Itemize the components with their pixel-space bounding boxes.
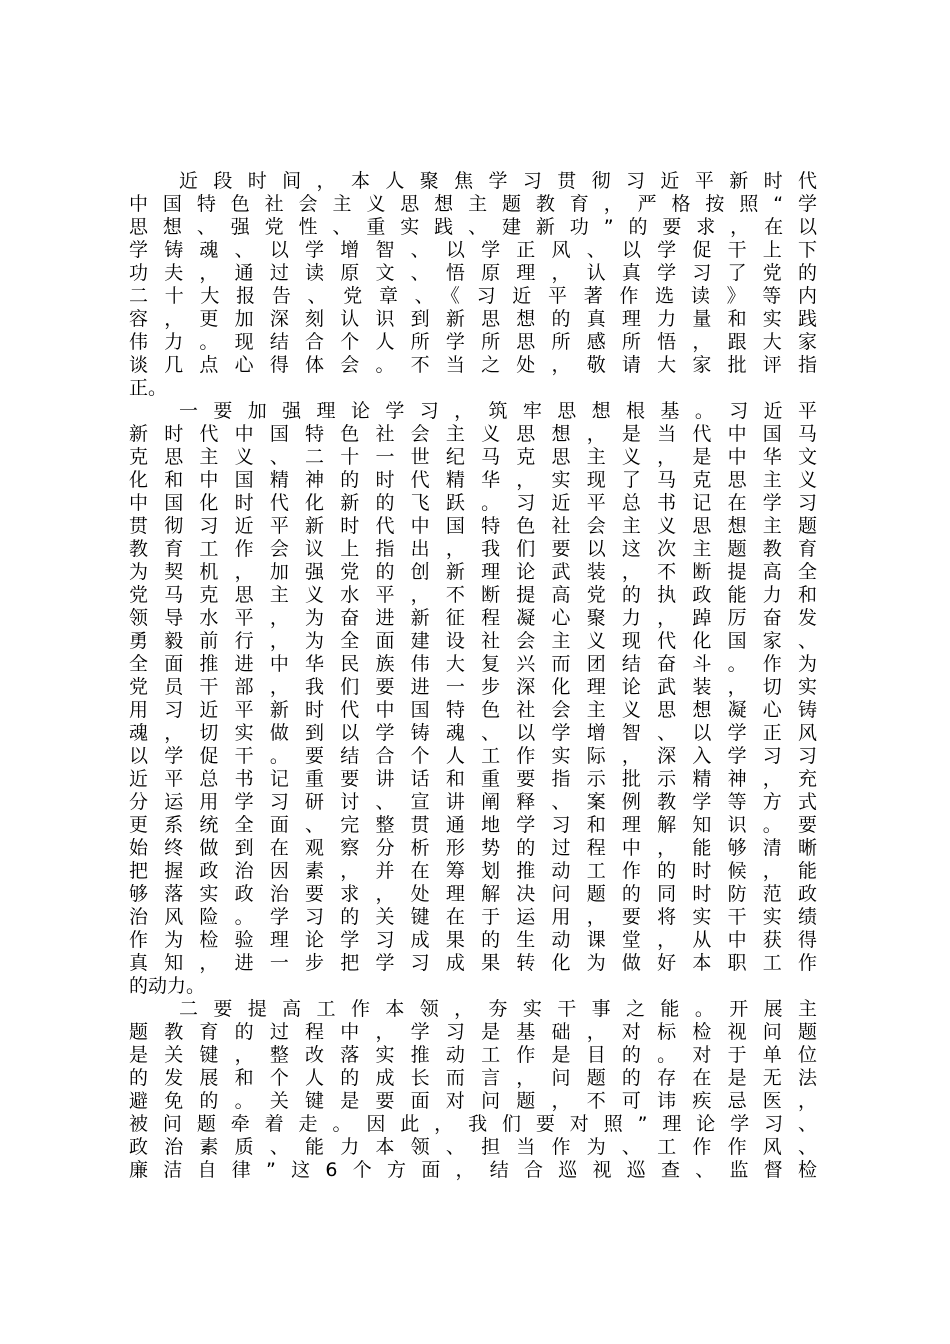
text-line: 政治素质、能力本领、担当作为、工作作风、 <box>129 1136 817 1158</box>
text-line: 二要提高工作本领，夯实干事之能。开展主 <box>179 998 817 1020</box>
text-line: 魂，切实做到以学铸魂、以学增智、以学正风 <box>129 722 817 744</box>
text-line: 一要加强理论学习，筑牢思想根基。习近平 <box>179 400 817 422</box>
text-line: 思想、强党性、重实践、建新功”的要求，在以 <box>129 216 817 238</box>
text-line: 贯彻习近平新时代中国特色社会主义思想主题 <box>129 515 817 537</box>
text-line: 正。 <box>129 377 168 399</box>
text-line: 作为检验理论学习成果的生动课堂，从中获得 <box>129 929 817 951</box>
text-line: 谈几点心得体会。不当之处，敬请大家批评指 <box>129 354 817 376</box>
paragraph-intro <box>129 170 817 400</box>
text-line: 领导水平，为奋进新征程凝心聚力，踔厉奋发 <box>129 607 817 629</box>
document-body <box>129 170 817 1182</box>
text-line: 功夫，通过读原文、悟原理，认真学习了党的 <box>129 262 817 284</box>
text-line: 用习近平新时代中国特色社会主义思想凝心铸 <box>129 699 817 721</box>
text-line: 近段时间，本人聚焦学习贯彻习近平新时代 <box>179 170 817 192</box>
text-line: 全面推进中华民族伟大复兴而团结奋斗。作为 <box>129 653 817 675</box>
text-line: 勇毅前行，为全面建设社会主义现代化国家、 <box>129 630 817 652</box>
text-line: 伟力。现结合个人所学所思所感所悟，跟大家 <box>129 331 817 353</box>
text-line: 为契机，加强党的创新理论武装，不断提高全 <box>129 561 817 583</box>
text-line: 分运用学习研讨、宣讲阐释、案例教学等方式 <box>129 791 817 813</box>
text-line: 是关键，整改落实推动工作是目的。对于单位 <box>129 1044 817 1066</box>
text-line: 把握政治因素，并在筹划推动工作的时候，能 <box>129 860 817 882</box>
text-line: 题教育的过程中，学习是基础，对标检视问题 <box>129 1021 817 1043</box>
text-line: 廉洁自律”这6个方面，结合巡视巡查、监督检 <box>129 1159 817 1181</box>
text-line: 始终做到在观察分析形势的过程中，能够清晰 <box>129 837 817 859</box>
text-line: 够落实政治要求，处理解决问题的同时防范政 <box>129 883 817 905</box>
paragraph-point-two <box>129 998 817 1182</box>
text-line: 二十大报告、党章、《习近平著作选读》等内 <box>129 285 817 307</box>
text-line: 近平总书记重要讲话和重要指示批示精神，充 <box>129 768 817 790</box>
text-line: 学铸魂、以学增智、以学正风、以学促干上下 <box>129 239 817 261</box>
text-line: 教育工作会议上指出，我们要以这次主题教育 <box>129 538 817 560</box>
text-line: 容，更加深刻认识到新思想的真理力量和实践 <box>129 308 817 330</box>
text-line: 以学促干。要结合个人工作实际，深入学习习 <box>129 745 817 767</box>
text-line: 中国化时代化新的飞跃。习近平总书记在学习 <box>129 492 817 514</box>
text-line: 避免的。关键是要面对问题，不可讳疾忌医， <box>129 1090 817 1112</box>
text-line: 被问题牵着走。因此，我们要对照”理论学习、 <box>129 1113 817 1135</box>
text-line: 真知，进一步把学习成果转化为做好本职工作 <box>129 952 817 974</box>
text-line: 化和中国精神的时代精华，实现了马克思主义 <box>129 469 817 491</box>
text-line: 党员干部，我们要进一步深化理论武装，切实 <box>129 676 817 698</box>
text-line: 新时代中国特色社会主义思想，是当代中国马 <box>129 423 817 445</box>
text-line: 的发展和个人的成长而言，问题的存在是无法 <box>129 1067 817 1089</box>
text-line: 治风险。学习的关键在于运用，要将实干实绩 <box>129 906 817 928</box>
paragraph-point-one <box>129 400 817 998</box>
text-line: 党马克思主义水平，不断提高党的执政能力和 <box>129 584 817 606</box>
text-line: 更系统全面、完整贯通地学习和理解知识。要 <box>129 814 817 836</box>
text-line: 中国特色社会主义思想主题教育，严格按照“学 <box>129 193 817 215</box>
text-line: 的动力。 <box>129 975 206 997</box>
text-line: 克思主义、二十一世纪马克思主义，是中华文 <box>129 446 817 468</box>
